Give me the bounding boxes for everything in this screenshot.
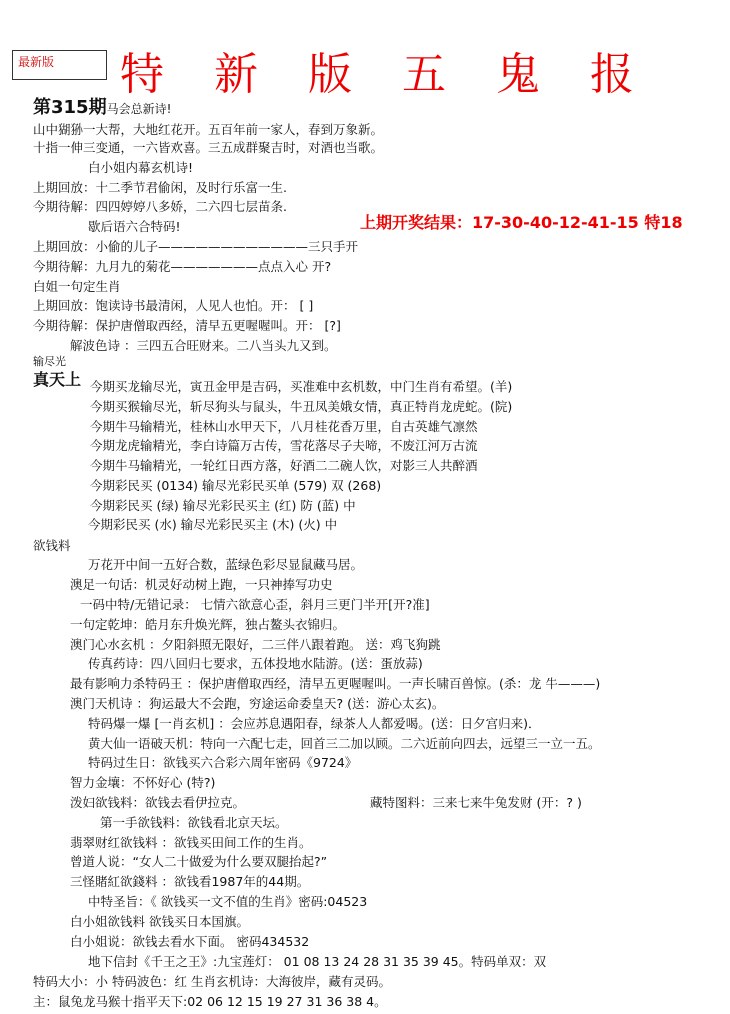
money-line: 特码过生日：欲钱买六合彩六周年密码《9724》	[88, 755, 358, 770]
poem-line: 山中猢狲一大帮，大地红花开。五百年前一家人，春到万象新。	[33, 122, 384, 137]
poem-heading: 歇后语六合特码!	[88, 219, 181, 234]
money-heading: 欲钱料	[33, 538, 71, 553]
last-draw-result: 上期开奖结果：17-30-40-12-41-15 特18	[360, 213, 683, 232]
list-item: 今期牛马输精光，桂林山水甲天下，八月桂花香万里，自古英雄气凛然	[90, 419, 478, 434]
list-item: 今期买猴输尽光，斩尽狗头与鼠头，牛丑凤美娥女情，真正特肖龙虎蛇。(院)	[90, 399, 513, 414]
poem-line: 上期回放：小偷的儿子————————————三只手开	[33, 239, 359, 254]
money-line: 地下信封《千王之王》:九宝莲灯： 01 08 13 24 28 31 35 39 45。特码单双：双	[88, 954, 547, 969]
poem-heading: 白小姐内幕玄机诗!	[88, 160, 194, 175]
page-title: 特 新 版 五 鬼 报	[120, 49, 652, 100]
poem-line: 今期待解：保护唐僧取西经，清早五更喔喔叫。开： [?]	[33, 318, 341, 333]
money-line: 特码爆一爆 [一肖玄机] ：会应苏息遇阳春，绿茶人人都爱喝。(送：日夕宫归来)．	[88, 716, 541, 731]
money-line: 智力金壤：不怀好心 (特?)	[70, 775, 216, 790]
edition-badge: 最新版	[12, 50, 107, 80]
section-heading-small: 输尽光	[33, 355, 66, 368]
money-line: 黄大仙一语破天机：特向一六配七走，回首三二加以顾。二六近前向四去，远望三一立一五。	[88, 736, 601, 751]
money-line: 第一手欲钱料：欲钱看北京天坛。	[100, 815, 288, 830]
money-line: 三怪賭紅欲錢料 ：欲钱看1987年的44期。	[70, 874, 310, 889]
money-line: 澳门心水玄机 ：夕阳斜照无限好，二三伴八跟着跑。 送：鸡飞狗跳	[70, 637, 441, 652]
list-item: 今期龙虎输精光，李白诗篇万古传，雪花落尽子夫啼，不废江河万古流	[90, 438, 478, 453]
list-item: 今期彩民买 (水) 输尽光彩民买主 (木) (火) 中	[88, 517, 338, 532]
money-line: 白小姐说：欲钱去看水下面。 密码434532	[70, 934, 310, 949]
money-line: 特码大小：小 特码波色：红 生肖玄机诗：大海彼岸，藏有灵码。	[33, 974, 391, 989]
money-line: 一码中特/无错记录： 七情六欲意心歪，斜月三更门半开[开?准]	[80, 597, 430, 612]
list-item: 今期彩民买 (绿) 输尽光彩民买主 (红) 防 (蓝) 中	[90, 498, 356, 513]
money-line: 传真药诗：四八回归七要求，五体投地水陆游。(送：蛋放蒜)	[88, 656, 423, 671]
list-item: 今期买龙输尽光，寅丑金甲是吉码，买准难中玄机数，中门生肖有希望。(羊)	[90, 379, 513, 394]
money-line: 藏特图料：三来七来牛兔发财 (开：? )	[370, 795, 582, 810]
money-line: 白小姐欲钱料 欲钱买日本国旗。	[70, 914, 249, 929]
poem-line: 上期回放：十二季节君偷闲，及时行乐富一生.	[33, 180, 287, 195]
list-item: 今期彩民买 (0134) 输尽光彩民买单 (579) 双 (268)	[90, 478, 382, 493]
list-item: 今期牛马输精光，一轮红日西方落，好酒二二碗人饮，对影三人共醉酒	[90, 458, 478, 473]
money-line: 一句定乾坤：皓月东升焕光辉，独占鳌头衣锦归。	[70, 617, 346, 632]
money-line: 澳足一句话：机灵好动树上跑，一只神捧写功史	[70, 577, 333, 592]
money-line: 泼妇欲钱料：欲钱去看伊拉克。	[70, 795, 246, 810]
issue-subtitle: 马会总新诗!	[106, 102, 172, 116]
issue-number	[33, 93, 171, 119]
poem-line: 今期待解：四四婷婷八多娇，二六四七层苗条.	[33, 199, 287, 214]
money-line: 中特圣旨：《 欲钱买一文不值的生肖》密码:04523	[88, 894, 368, 909]
money-line: 主：鼠兔龙马猴十指平天下:02 06 12 15 19 27 31 36 38 4。	[33, 994, 387, 1009]
money-line: 曾道人说：“女人二十做爱为什么要双腿抬起?”	[70, 854, 328, 869]
poem-heading: 白姐一句定生肖	[33, 279, 121, 294]
section-heading-main: 真天上	[33, 370, 82, 389]
poem-line: 十指一伸三变通，一六皆欢喜。三五成群聚吉时，对酒也当歌。	[33, 140, 384, 155]
money-line: 澳门天机诗 ：狗运最大不会跑，穷途运命委皇天? (送：游心太玄)。	[70, 696, 445, 711]
money-line: 万花开中间一五好合数，蓝绿色彩尽显鼠藏马居。	[88, 557, 364, 572]
poem-line: 今期待解：九月九的菊花———————点点入心 开?	[33, 259, 332, 274]
money-line: 翡翠财红欲钱料 ：欲钱买田间工作的生肖。	[70, 835, 312, 850]
money-line: 最有影响力杀特码王 ：保护唐僧取西经，清早五更喔喔叫。一声长啸百兽惊。(杀：龙 牛———)	[70, 676, 601, 691]
section-heading	[33, 357, 81, 390]
issue-number-text: 第315期	[33, 97, 107, 118]
poem-line: 解波色诗 ：三四五合旺财来。二八当头九又到。	[70, 338, 337, 353]
poem-line: 上期回放：饱读诗书最清闲，人见人也怕。开： [ ]	[33, 298, 314, 313]
